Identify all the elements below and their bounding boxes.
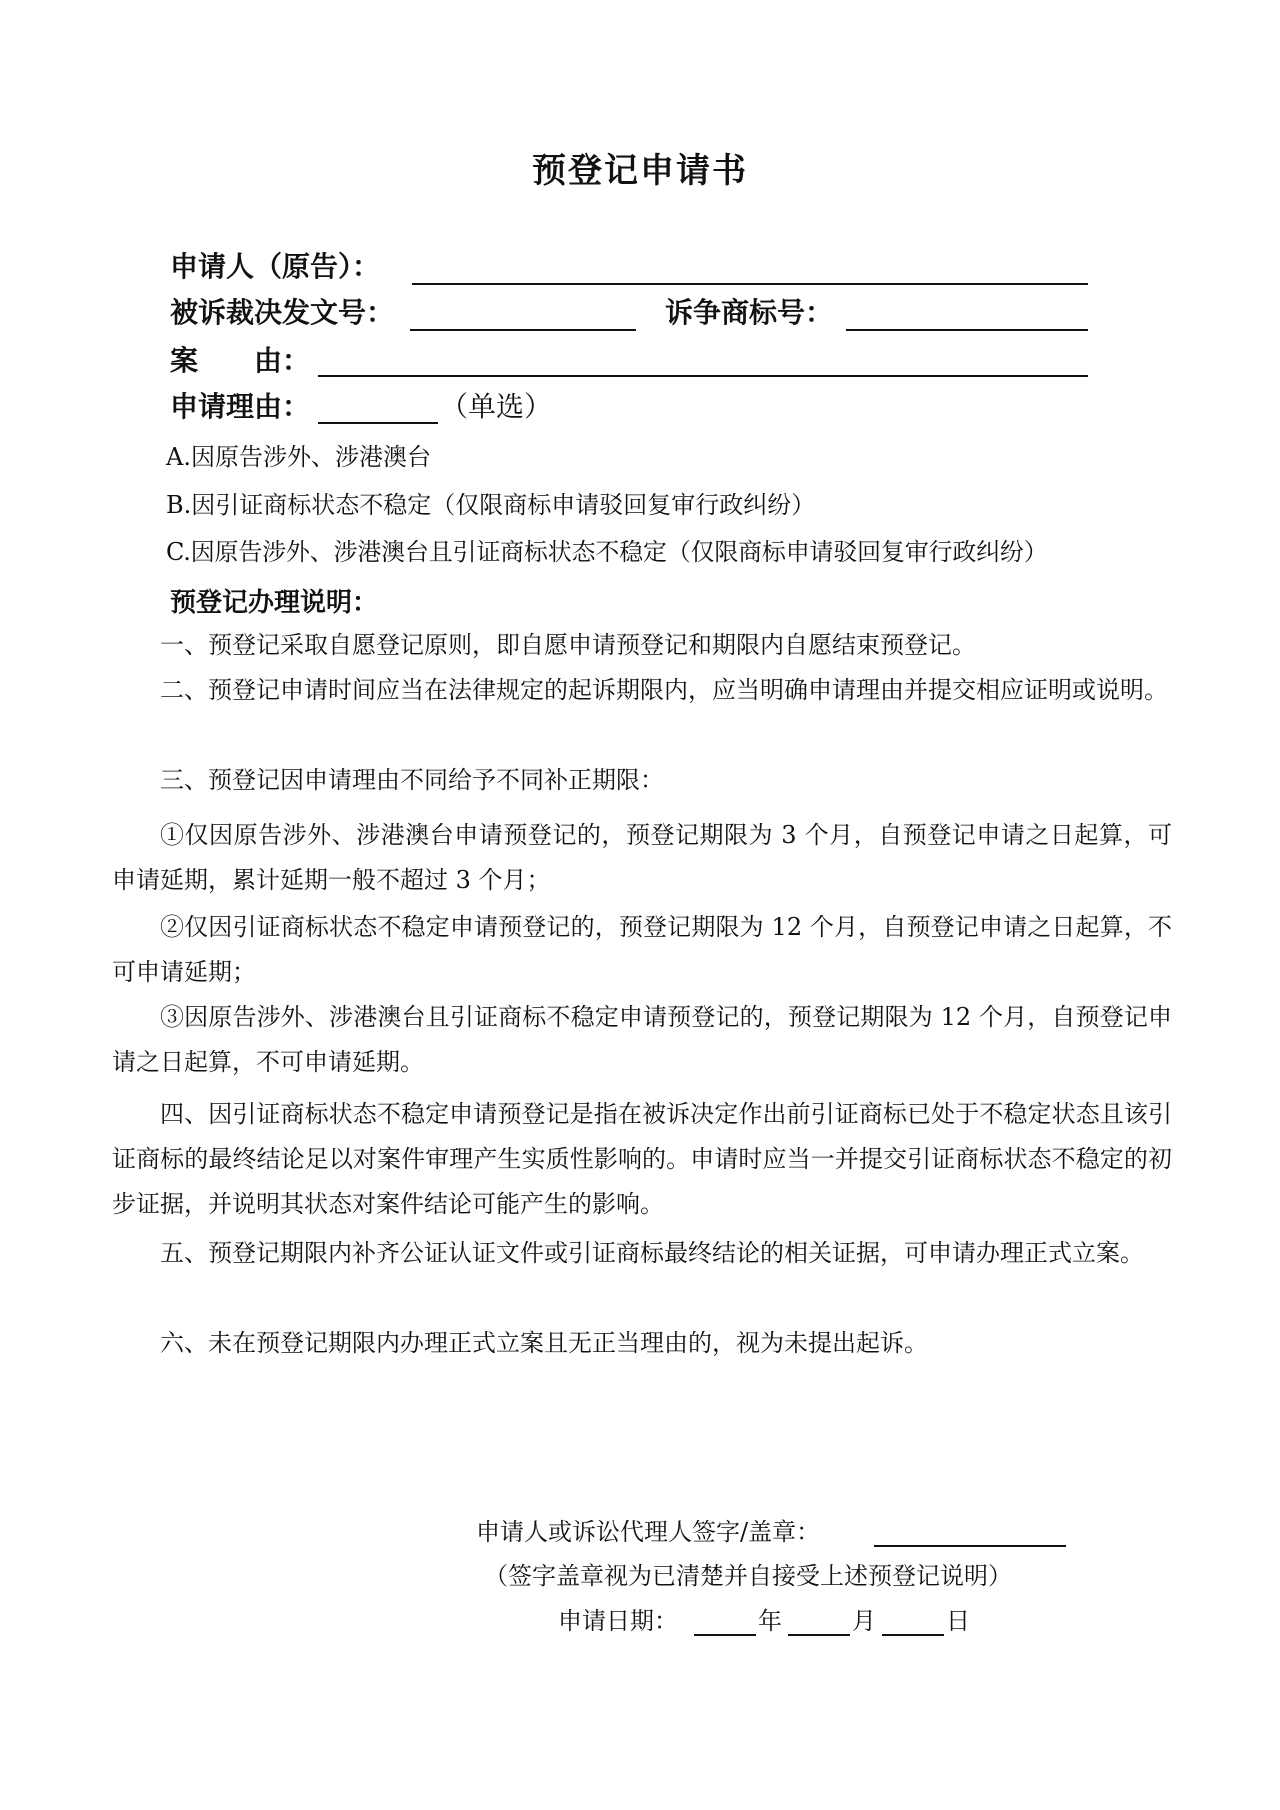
instruction-4: 四、因引证商标状态不稳定申请预登记是指在被诉决定作出前引证商标已处于不稳定状态且该引证商标的最终结论足以对案件审理产生实质性影响的。申请时应当一并提交引证商标状态不稳定的初步证据，并说明其状态对案件结论可能产生的影响。	[112, 1100, 1172, 1218]
instruction-3-3: ③因原告涉外、涉港澳台且引证商标不稳定申请预登记的，预登记期限为 12 个月，自预登记申请之日起算，不可申请延期。	[112, 1003, 1172, 1076]
ruling-no-label: 被诉裁决发文号：	[170, 296, 395, 329]
instruction-3-2: ②仅因引证商标状态不稳定申请预登记的，预登记期限为 12 个月，自预登记申请之日起算，不可申请延期；	[112, 913, 1172, 986]
option-c: C.因原告涉外、涉港澳台且引证商标状态不稳定（仅限商标申请驳回复审行政纠纷）	[166, 538, 1048, 566]
instruction-3: 三、预登记因申请理由不同给予不同补正期限：	[160, 766, 664, 794]
document-title: 预登记申请书	[532, 151, 748, 191]
cause-input-line[interactable]	[318, 375, 1088, 377]
reason-input-line[interactable]	[318, 422, 438, 424]
date-month-line[interactable]	[788, 1634, 850, 1636]
date-label: 申请日期：	[558, 1607, 678, 1635]
ruling-no-input-line[interactable]	[410, 329, 636, 331]
option-a: A.因原告涉外、涉港澳台	[166, 443, 431, 471]
signature-line[interactable]	[874, 1545, 1066, 1547]
reason-label: 申请理由：	[170, 390, 311, 423]
applicant-label: 申请人（原告）：	[170, 250, 381, 283]
date-day-text: 日	[946, 1607, 970, 1635]
cause-label: 案 由：	[170, 344, 311, 377]
trademark-no-label: 诉争商标号：	[665, 296, 834, 329]
signature-label: 申请人或诉讼代理人签字/盖章：	[476, 1518, 821, 1546]
date-year-line[interactable]	[694, 1634, 756, 1636]
instruction-6: 六、未在预登记期限内办理正式立案且无正当理由的，视为未提出起诉。	[160, 1329, 928, 1357]
date-year-text: 年	[758, 1607, 782, 1635]
instruction-2: 二、预登记申请时间应当在法律规定的起诉期限内，应当明确申请理由并提交相应证明或说明。	[160, 676, 1168, 704]
instruction-5: 五、预登记期限内补齐公证认证文件或引证商标最终结论的相关证据，可申请办理正式立案。	[160, 1239, 1144, 1267]
trademark-no-input-line[interactable]	[846, 329, 1088, 331]
instructions-title: 预登记办理说明：	[170, 588, 379, 618]
date-day-line[interactable]	[882, 1634, 944, 1636]
instruction-1: 一、预登记采取自愿登记原则，即自愿申请预登记和期限内自愿结束预登记。	[160, 631, 976, 659]
date-month-text: 月	[852, 1607, 876, 1635]
reason-note: （单选）	[440, 390, 553, 423]
signature-note: （签字盖章视为已清楚并自接受上述预登记说明）	[484, 1562, 1012, 1590]
instruction-3-1: ①仅因原告涉外、涉港澳台申请预登记的，预登记期限为 3 个月，自预登记申请之日起算，可申请延期，累计延期一般不超过 3 个月；	[112, 821, 1172, 894]
option-b: B.因引证商标状态不稳定（仅限商标申请驳回复审行政纠纷）	[166, 491, 816, 519]
applicant-input-line[interactable]	[412, 283, 1088, 285]
